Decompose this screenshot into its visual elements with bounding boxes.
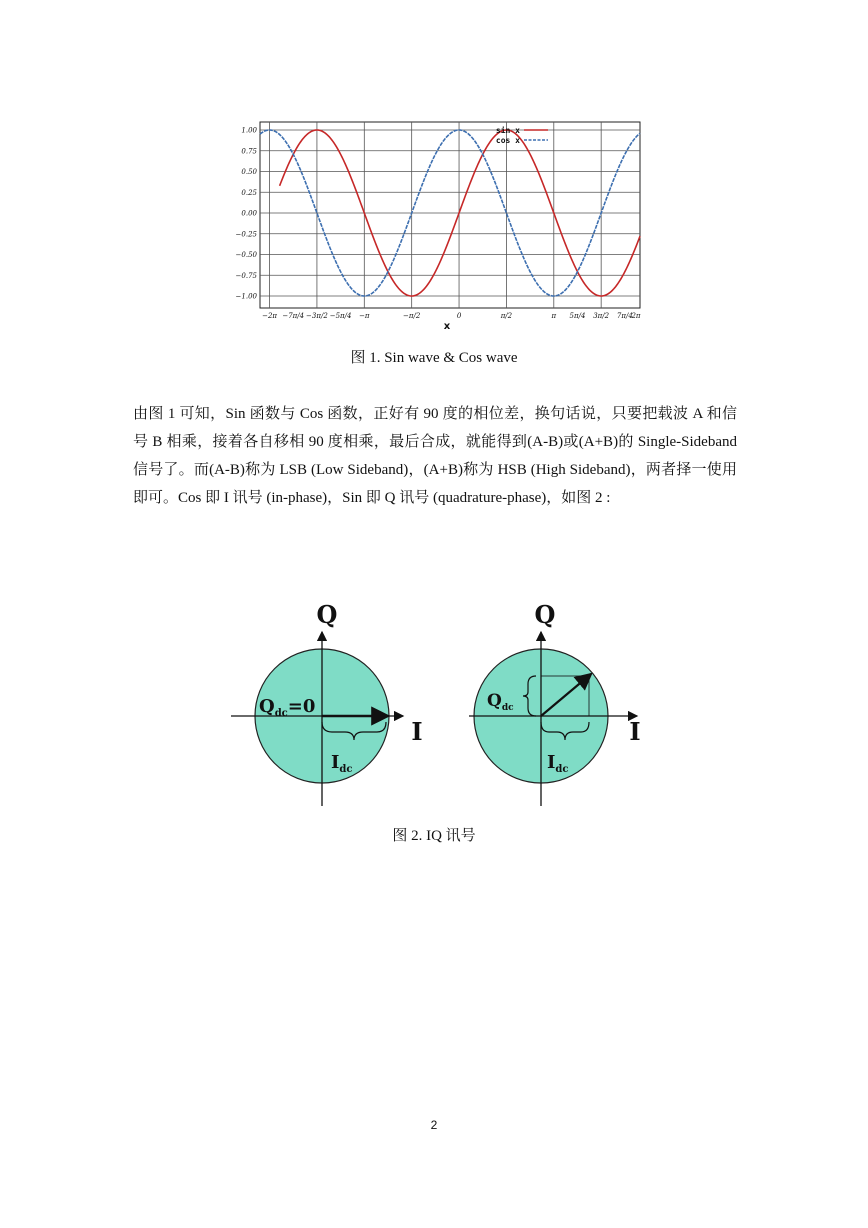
x-tick-label: −7π/4 bbox=[282, 312, 305, 320]
x-tick-label: 5π/4 bbox=[569, 312, 586, 320]
i-axis-label-left: I bbox=[411, 717, 423, 746]
q-axis-label-right: Q bbox=[534, 600, 556, 629]
idc-label-left: $I_{dc}$ bbox=[331, 752, 353, 775]
legend-label-sin: sin x bbox=[495, 126, 520, 135]
iq-diagram-right bbox=[469, 600, 641, 806]
x-tick-label: −5π/4 bbox=[329, 312, 352, 320]
x-tick-label: π bbox=[551, 312, 557, 320]
iq-diagram-left bbox=[231, 600, 423, 806]
y-tick-label: 0.50 bbox=[241, 168, 257, 176]
y-tick-label: −0.50 bbox=[235, 251, 257, 259]
y-tick-label: 1.00 bbox=[241, 126, 257, 135]
sin-cos-chart bbox=[235, 116, 648, 334]
figure2-caption: 图 2. IQ 讯号 bbox=[392, 828, 476, 844]
x-tick-label: −3π/2 bbox=[306, 312, 328, 320]
x-tick-label: 3π/2 bbox=[593, 312, 610, 320]
legend-label-cos: cos x bbox=[495, 136, 520, 145]
y-tick-label: 0.75 bbox=[241, 147, 257, 156]
y-tick-label: −0.25 bbox=[235, 230, 257, 239]
x-tick-label: −π bbox=[359, 312, 370, 320]
q-axis-label-left: Q bbox=[316, 600, 338, 629]
y-tick-labels bbox=[236, 127, 258, 301]
x-tick-label: −π/2 bbox=[403, 312, 421, 320]
paragraph-text: 由图 1 可知，Sin 函数与 Cos 函数，正好有 90 度的相位差，换句话说，只要把载波 A 和信号 B 相乘，接着各自移相 90 度相乘，最后合成，就能得到(A-B)或(A+B)的 Single-Sideband 信号了。而(A-B)称为 LSB (Low Sideband)，(A+B)称为 HSB (High Sideband)，两者择一使用即可。Cos 即 I 讯号 (in-phase)，Sin 即 Q 讯号 (quadrature-phase)，如图 2 : bbox=[133, 406, 737, 506]
x-tick-labels bbox=[262, 312, 641, 320]
y-tick-label: −0.75 bbox=[235, 271, 257, 280]
figure1-caption: 图 1. Sin wave & Cos wave bbox=[350, 350, 518, 366]
x-tick-label: 7π/4 bbox=[616, 312, 633, 320]
body-paragraph bbox=[133, 400, 737, 512]
qdc-label-left: $Q_{dc}=0$ bbox=[259, 696, 316, 719]
x-tick-label: 2π bbox=[631, 312, 641, 320]
page-number: 2 bbox=[430, 1118, 438, 1132]
iq-diagram bbox=[225, 596, 645, 812]
x-tick-label: −2π bbox=[262, 312, 278, 320]
y-tick-label: 0.00 bbox=[241, 209, 257, 218]
x-tick-label: π/2 bbox=[500, 312, 513, 320]
idc-label-right: $I_{dc}$ bbox=[547, 752, 569, 775]
x-axis-label: x bbox=[443, 321, 451, 332]
qdc-label-right: $Q_{dc}$ bbox=[487, 691, 514, 713]
x-tick-label: 0 bbox=[456, 312, 462, 320]
i-axis-label-right: I bbox=[629, 717, 641, 746]
y-tick-label: 0.25 bbox=[241, 188, 257, 197]
y-tick-label: −1.00 bbox=[235, 292, 257, 301]
